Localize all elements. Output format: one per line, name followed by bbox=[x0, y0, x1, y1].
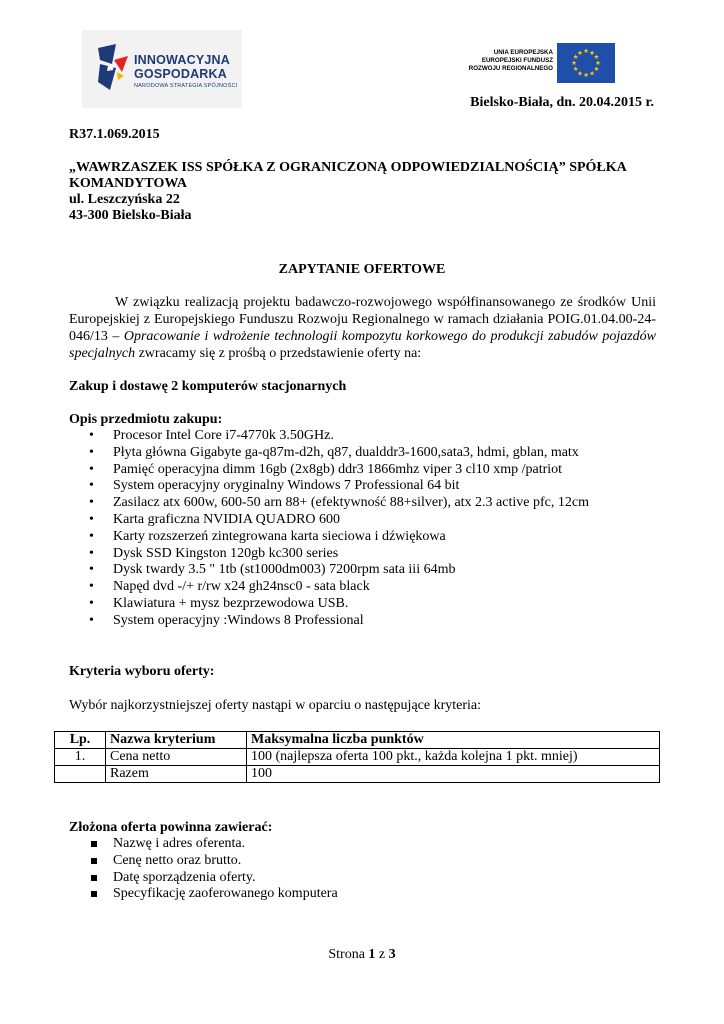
table-row bbox=[55, 749, 660, 766]
list-item-text: Nazwę i adres oferenta. bbox=[113, 836, 246, 851]
table-cell: Cena netto bbox=[106, 749, 247, 766]
description-heading: Opis przedmiotu zakupu: bbox=[69, 412, 223, 427]
list-item-text: Dysk SSD Kingston 120gb kc300 series bbox=[113, 545, 339, 561]
star-icon: ★ bbox=[571, 60, 577, 68]
star-icon: ★ bbox=[572, 66, 579, 74]
page-footer bbox=[0, 947, 724, 963]
logo-right-line2: EUROPEJSKI FUNDUSZ bbox=[481, 57, 553, 64]
bullet-icon: • bbox=[89, 428, 94, 443]
eu-logo-text bbox=[469, 49, 553, 73]
logo-right-line1: UNIA EUROPEJSKA bbox=[493, 49, 553, 56]
table-header: Nazwa kryterium bbox=[106, 732, 247, 749]
square-bullet-icon bbox=[91, 891, 97, 897]
list-item-text: Datę sporządzenia oferty. bbox=[113, 869, 256, 885]
table-row bbox=[55, 766, 660, 783]
star-icon: ★ bbox=[577, 49, 583, 57]
bullet-icon: • bbox=[89, 595, 94, 611]
list-item bbox=[69, 853, 338, 870]
list-item bbox=[69, 428, 589, 445]
recipient-name: „WAWRZASZEK ISS SPÓŁKA Z OGRANICZONĄ ODPOWIEDZIALNOŚCIĄ” SPÓŁKA KOMANDYTOWA bbox=[69, 160, 627, 191]
bullet-icon: • bbox=[89, 579, 94, 595]
list-item-text: Pamięć operacyjna dimm 16gb (2x8gb) ddr3 1866mhz viper 3 cl10 xmp /patriot bbox=[113, 461, 563, 477]
square-bullet-icon bbox=[91, 858, 97, 864]
list-item bbox=[69, 886, 338, 903]
bullet-icon: • bbox=[89, 545, 94, 561]
list-item bbox=[69, 529, 589, 546]
page-title: ZAPYTANIE OFERTOWE bbox=[278, 262, 446, 277]
purchase-heading: Zakup i dostawę 2 komputerów stacjonarnych bbox=[69, 379, 347, 394]
star-icon: ★ bbox=[593, 66, 600, 74]
table-header: Lp. bbox=[55, 732, 106, 749]
list-item-text: Specyfikację zaoferowanego komputera bbox=[113, 886, 338, 902]
square-bullet-icon bbox=[91, 841, 97, 847]
list-item-text: Zasilacz atx 600w, 600-50 arn 88+ (efektywność 88+silver), atx 2.3 active pfc, 12cm bbox=[113, 495, 589, 511]
bullet-icon: • bbox=[89, 461, 94, 477]
list-item bbox=[69, 546, 589, 563]
list-item-text: Płyta główna Gigabyte ga-q87m-d2h, q87, dualddr3-1600,sata3, hdmi, gblan, matx bbox=[113, 444, 579, 460]
star-icon: ★ bbox=[577, 70, 583, 78]
list-item-text: System operacyjny :Windows 8 Professional bbox=[113, 612, 364, 628]
bullet-icon: • bbox=[89, 562, 94, 578]
table-cell: 100 (najlepsza oferta 100 pkt., każda kolejna 1 pkt. mniej) bbox=[247, 749, 660, 766]
footer-prefix: Strona bbox=[328, 947, 369, 962]
document-date: Bielsko-Biała, dn. 20.04.2015 r. bbox=[470, 95, 654, 110]
footer-middle: z bbox=[375, 947, 389, 962]
list-item-text: Dysk twardy 3.5 " 1tb (st1000dm003) 7200rpm sata iii 64mb bbox=[113, 562, 456, 578]
logo-right-line3: ROZWOJU REGIONALNEGO bbox=[468, 65, 553, 72]
offer-heading: Złożona oferta powinna zawierać: bbox=[69, 820, 273, 835]
list-item bbox=[69, 445, 589, 462]
innovative-economy-logo bbox=[82, 30, 242, 108]
bullet-icon: • bbox=[89, 495, 94, 511]
star-icon: ★ bbox=[593, 54, 600, 62]
list-item-text: Napęd dvd -/+ r/rw x24 gh24nsc0 - sata black bbox=[113, 579, 370, 595]
bullet-icon: • bbox=[89, 444, 94, 460]
project-name: Opracowanie i wdrożenie technologii kompozytu korkowego do produkcji zabudów pojazdów specjalnych bbox=[69, 329, 657, 361]
list-item-text: Klawiatura + mysz bezprzewodowa USB. bbox=[113, 595, 349, 611]
logo-left-line1: INNOWACYJNA bbox=[134, 53, 230, 67]
list-item bbox=[69, 613, 589, 630]
criteria-table bbox=[54, 731, 660, 783]
list-item bbox=[69, 462, 589, 479]
intro-part2: zwracamy się z prośbą o przedstawienie oferty na: bbox=[135, 346, 422, 361]
list-item-text: Karta graficzna NVIDIA QUADRO 600 bbox=[113, 511, 341, 527]
star-icon: ★ bbox=[595, 60, 601, 68]
spec-list bbox=[69, 428, 589, 630]
table-header-row bbox=[55, 732, 660, 749]
criteria-intro: Wybór najkorzystniejszej oferty nastąpi w oparciu o następujące kryteria: bbox=[69, 698, 482, 713]
reference-number: R37.1.069.2015 bbox=[69, 127, 160, 142]
list-item bbox=[69, 836, 338, 853]
recipient-city: 43-300 Bielsko-Biała bbox=[69, 208, 192, 223]
star-icon: ★ bbox=[583, 48, 589, 56]
bullet-icon: • bbox=[89, 528, 94, 544]
bullet-icon: • bbox=[89, 612, 94, 628]
page-number: 1 bbox=[368, 947, 376, 962]
list-item-text: Cenę netto oraz brutto. bbox=[113, 852, 242, 868]
table-header: Maksymalna liczba punktów bbox=[247, 732, 660, 749]
offer-list bbox=[69, 836, 338, 903]
bullet-icon: • bbox=[89, 511, 94, 527]
star-icon: ★ bbox=[589, 49, 595, 57]
list-item bbox=[69, 478, 589, 495]
list-item-text: Procesor Intel Core i7-4770k 3.50GHz. bbox=[113, 428, 334, 443]
list-item bbox=[69, 512, 589, 529]
bullet-icon: • bbox=[89, 478, 94, 494]
list-item bbox=[69, 579, 589, 596]
logo-left-line2: GOSPODARKA bbox=[134, 67, 227, 81]
innovative-economy-icon bbox=[94, 42, 130, 94]
table-cell: 100 bbox=[247, 766, 660, 783]
intro-part1: W związku realizacją projektu badawczo-rozwojowego współfinansowanego ze środków Unii Europejskiej z Europejskiego Funduszu Rozwoju Regionalnego w ramach działania POIG.01.04.00-24-046/13 – bbox=[69, 295, 656, 344]
logo-left-line3: NARODOWA STRATEGIA SPÓJNOŚCI bbox=[134, 83, 238, 89]
list-item bbox=[69, 495, 589, 512]
list-item-text: Karty rozszerzeń zintegrowana karta sieciowa i dźwiękowa bbox=[113, 528, 446, 544]
list-item-text: System operacyjny oryginalny Windows 7 Professional 64 bit bbox=[113, 478, 460, 494]
page-total: 3 bbox=[388, 947, 396, 962]
star-icon: ★ bbox=[572, 54, 579, 62]
list-item bbox=[69, 870, 338, 887]
star-icon: ★ bbox=[589, 70, 595, 78]
list-item bbox=[69, 562, 589, 579]
square-bullet-icon bbox=[91, 875, 97, 881]
table-cell: 1. bbox=[55, 749, 106, 766]
list-item bbox=[69, 596, 589, 613]
recipient-address bbox=[69, 160, 659, 224]
table-cell: Razem bbox=[106, 766, 247, 783]
recipient-street: ul. Leszczyńska 22 bbox=[69, 192, 180, 207]
eu-logo bbox=[460, 43, 615, 83]
criteria-heading: Kryteria wyboru oferty: bbox=[69, 664, 215, 679]
star-icon: ★ bbox=[583, 72, 589, 80]
intro-paragraph bbox=[69, 294, 656, 362]
table-cell bbox=[55, 766, 106, 783]
eu-flag-icon bbox=[557, 43, 615, 83]
